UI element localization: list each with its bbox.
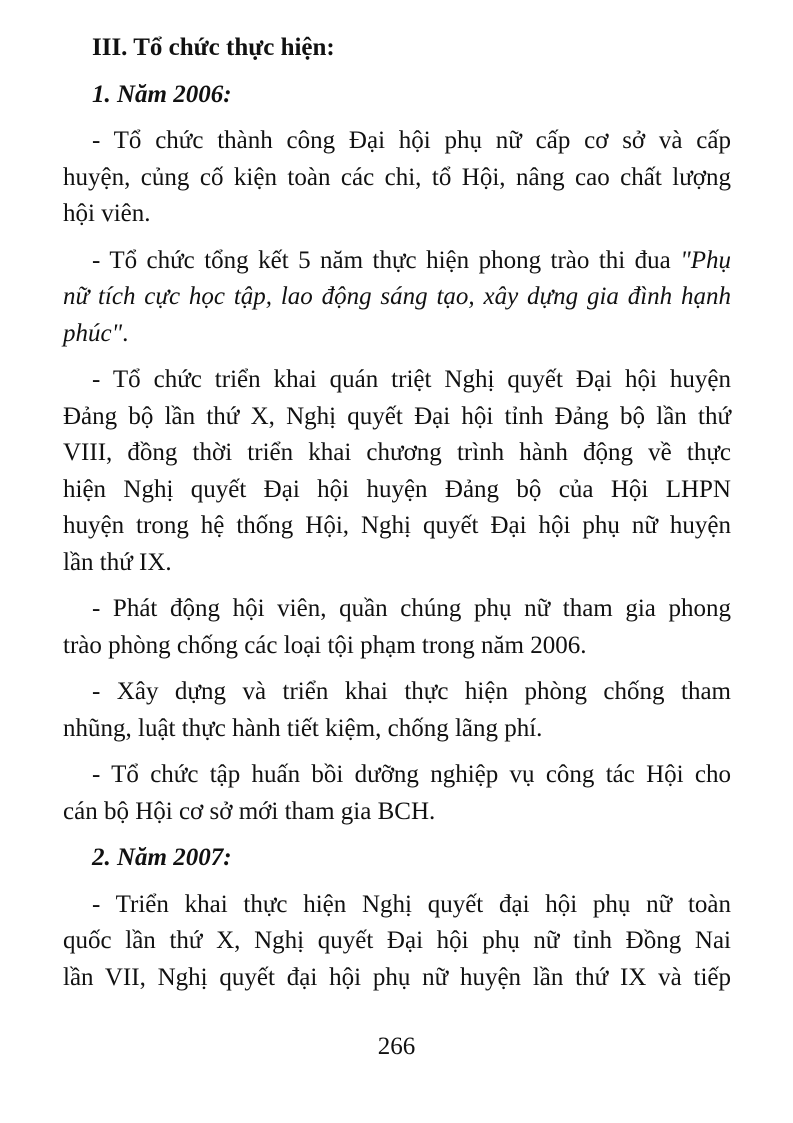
text-line: - Tổ chức tập huấn bồi dưỡng nghiệp vụ công tác Hội cho [92,761,731,788]
paragraph [63,243,731,353]
page-number: 266 [377,1033,416,1060]
section-title: 1. Năm 2006: [92,80,232,108]
text-line [63,316,731,353]
text-line: nhũng, luật thực hành tiết kiệm, chống lãng phí. [63,714,543,742]
paragraph [63,887,731,997]
text-run: - Tổ chức tổng kết 5 năm thực hiện phong trào thi đua [92,246,681,274]
text-line: - Tổ chức triển khai quán triệt Nghị quyết Đại hội huyện [92,366,731,393]
text-line: - Tổ chức thành công Đại hội phụ nữ cấp cơ sở và cấp [92,127,731,154]
text-run-italic: "Phụ [680,246,731,274]
text-line: - Xây dựng và triển khai thực hiện phòng chống tham [92,678,731,705]
paragraph [63,674,731,747]
text-line: lần VII, Nghị quyết đại hội phụ nữ huyện lần thứ IX và tiếp [63,963,731,991]
text-line: cán bộ Hội cơ sở mới tham gia BCH. [63,797,436,825]
paragraph [63,123,731,233]
document-page [63,30,731,1006]
text-line: trào phòng chống các loại tội phạm trong năm 2006. [63,631,587,659]
text-line: huyện, củng cố kiện toàn các chi, tổ Hội, nâng cao chất lượng [63,163,731,191]
section-title: 2. Năm 2007: [92,844,232,871]
text-run: . [122,319,129,347]
text-line: Đảng bộ lần thứ X, Nghị quyết Đại hội tỉnh Đảng bộ lần thứ [63,402,731,430]
text-line: hiện Nghị quyết Đại hội huyện Đảng bộ của Hội LHPN [63,475,731,503]
section-1-title [63,77,731,114]
text-line: hội viên. [63,200,151,227]
section-heading [63,30,731,67]
text-line: - Triển khai thực hiện Nghị quyết đại hội phụ nữ toàn [92,890,731,918]
paragraph [63,362,731,581]
text-line: VIII, đồng thời triển khai chương trình hành động về thực [63,439,731,466]
text-line: nữ tích cực học tập, lao động sáng tạo, xây dựng gia đình hạnh [63,283,731,310]
paragraph [63,757,731,830]
text-run-italic: phúc" [63,319,123,347]
section-2-title [63,840,731,877]
text-line [63,243,731,280]
text-line: - Phát động hội viên, quần chúng phụ nữ tham gia phong [92,595,731,622]
text-line: quốc lần thứ X, Nghị quyết Đại hội phụ nữ tỉnh Đồng Nai [63,927,731,954]
heading-text: III. Tổ chức thực hiện: [92,34,335,61]
text-line: lần thứ IX. [63,548,172,576]
paragraph [63,591,731,664]
text-line: huyện trong hệ thống Hội, Nghị quyết Đại hội phụ nữ huyện [63,512,731,539]
